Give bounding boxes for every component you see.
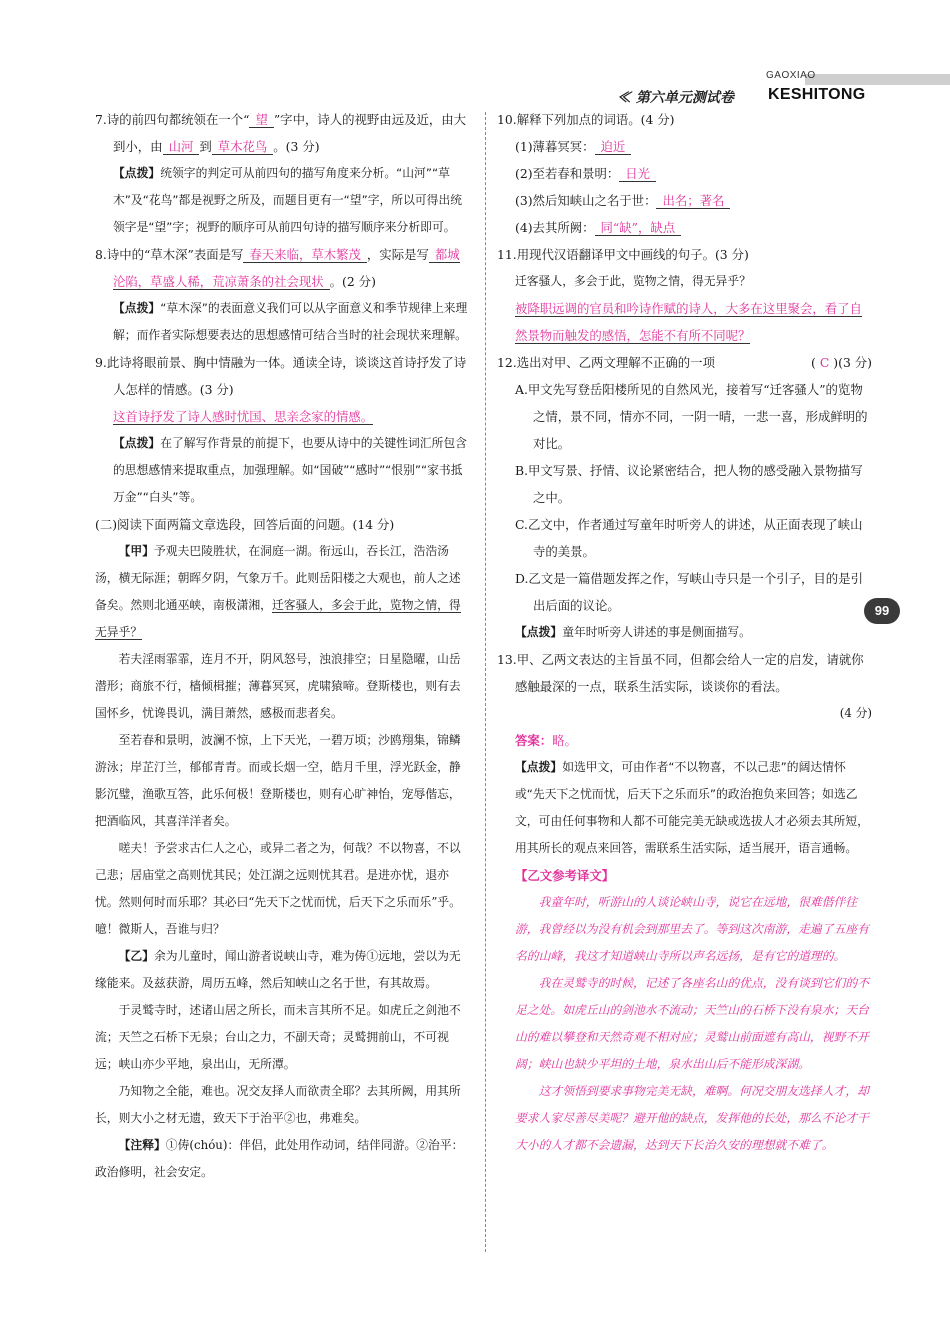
q13-score: (4 分) bbox=[839, 706, 872, 720]
header-brand: KESHITONG bbox=[768, 86, 866, 103]
question-8: 8.诗中的“草木深”表面是写 春天来临，草木繁茂 ，实际是写 都城沦陷，草盛人稀，荒凉萧条的社会现状 。(2 分) bbox=[95, 247, 460, 289]
q10-item-2: (2)至若春和景明： 日光 bbox=[497, 160, 872, 187]
q8-answer-1: 春天来临，草木繁茂 bbox=[243, 247, 367, 263]
q7-answer-3: 草木花鸟 bbox=[212, 139, 274, 155]
translation-paragraph-1: 我童年时，听游山的人谈论峡山寺，说它在远地，很难偕伴往游，我曾经以为没有机会到那里去了。等到这次南游，走遍了五座有名的山峰，我这才知道峡山寺所以声名远扬，是有它的道理的。 bbox=[515, 895, 869, 963]
q12-option-d: D.乙文是一篇借题发挥之作，写峡山寺只是一个引子，目的是引出后面的议论。 bbox=[515, 571, 863, 613]
tip-7: 【点拨】统领字的判定可从前四句的描写角度来分析。“山河”“草木”及“花鸟”都是视野之所及，而题目更有一“望”字，所以可得出统领字是“望”字；视野的顺序可从前四句诗的描写顺序来分析即可。 bbox=[113, 166, 463, 234]
q7-answer-1: 望 bbox=[249, 112, 273, 128]
q12-option-b: B.甲文写景、抒情、议论紧密结合，把人物的感受融入景物描写之中。 bbox=[515, 463, 863, 505]
section-2-heading: (二)阅读下面两篇文章选段，回答后面的问题。(14 分) bbox=[95, 517, 395, 532]
question-12: 12.选出对甲、乙两文理解不正确的一项 ( C )(3 分) bbox=[497, 355, 872, 370]
tip-8: 【点拨】“草木深”的表面意义我们可以从字面意义和季节规律上来理解；而作者实际想要表达的思想感情可结合当时的社会现状来理解。 bbox=[113, 301, 468, 342]
column-divider bbox=[485, 112, 486, 1252]
yi-paragraph-3: 乃知物之全能，难也。况交友择人而欲责全耶？去其所阙，用其所长，则大小之材无遗，致天下于治平②也，弗难矣。 bbox=[95, 1084, 461, 1125]
tip-9: 【点拨】在了解写作背景的前提下，也要从诗中的关键性词汇所包含的思想感情来提取重点，加强理解。如“国破”“感时”“恨别”“家书抵万金”“白头”等。 bbox=[113, 436, 467, 504]
left-column bbox=[95, 106, 470, 1186]
jia-paragraph-2: 若夫淫雨霏霏，连月不开，阴风怒号，浊浪排空；日星隐曜，山岳潜形；商旅不行，樯倾楫摧；薄暮冥冥，虎啸猿啼。登斯楼也，则有去国怀乡，忧谗畏讥，满目萧然，感极而悲者矣。 bbox=[95, 652, 461, 720]
tip-13: 【点拨】如选甲文，可由作者“不以物喜，不以己悲”的阔达情怀或“先天下之忧而忧，后天下之乐而乐”的政治抱负来回答；如选乙文，可由任何事物和人都不可能完美无缺或选拔人才必须去其所短，用其所长的观点来回答，需联系生活实际，适当展开，语言通畅。 bbox=[515, 760, 869, 855]
header-unit-title: ≪ 第六单元测试卷 bbox=[617, 90, 734, 106]
question-7: 7.诗的前四句都统领在一个“ 望 ”字中，诗人的视野由远及近，由大到小，由 山河 到 草木花鸟 。(3 分) bbox=[95, 112, 467, 154]
question-9: 9.此诗将眼前景、胸中情融为一体。通读全诗，谈谈这首诗抒发了诗人怎样的情感。(3 分) bbox=[95, 355, 467, 397]
jia-underlined-sentence: 迁客骚人，多会于此，览物之情，得无异乎？ bbox=[95, 598, 461, 639]
q10-item-1: (1)薄暮冥冥： 迫近 bbox=[497, 133, 872, 160]
q8-answer-2: 都城沦陷，草盛人稀，荒凉萧条的社会现状 bbox=[113, 247, 460, 289]
yi-paragraph-2: 于灵鹫寺时，述诸山居之所长，而未言其所不足。如虎丘之剑池不流；天竺之石桥下无泉；台山之力，不副天奇；灵鹫拥前山，不可视远；峡山亦少平地，泉出山，无所潭。 bbox=[95, 1003, 461, 1071]
jia-paragraph-1: 【甲】予观夫巴陵胜状，在洞庭一湖。衔远山，吞长江，浩浩汤汤，横无际涯；朝晖夕阴，气象万千。此则岳阳楼之大观也，前人之述备矣。然则北通巫峡，南极潇湘，迁客骚人，多会于此，览物之情，得无异乎？ bbox=[95, 544, 461, 639]
q11-source-sentence: 迁客骚人，多会于此，览物之情，得无异乎？ bbox=[515, 274, 751, 288]
jia-paragraph-4: 嗟夫！予尝求古仁人之心，或异二者之为，何哉？不以物喜，不以己悲；居庙堂之高则忧其民；处江湖之远则忧其君。是进亦忧，退亦忧。然则何时而乐耶？其必曰“先天下之忧而忧，后天下之乐而乐”乎。噫！微斯人，吾谁与归？ bbox=[95, 841, 461, 936]
translation-title: 【乙文参考译文】 bbox=[515, 868, 615, 883]
question-11: 11.用现代汉语翻译甲文中画线的句子。(3 分) bbox=[497, 247, 749, 262]
page-number-badge: 99 bbox=[864, 598, 900, 624]
question-10: 10.解释下列加点的词语。(4 分) bbox=[497, 112, 675, 127]
right-column bbox=[497, 106, 872, 1159]
question-13: 13.甲、乙两文表达的主旨虽不同，但都会给人一定的启发，请就你感触最深的一点，联系生活实际，谈谈你的看法。 bbox=[497, 652, 864, 694]
tip-12: 【点拨】童年时听旁人讲述的事是侧面描写。 bbox=[515, 625, 751, 639]
q9-answer: 这首诗抒发了诗人感时忧国、思亲念家的情感。 bbox=[113, 409, 374, 424]
header-bar bbox=[805, 74, 950, 85]
yi-paragraph-1: 【乙】余为儿童时，闻山游者说峡山寺，难为俦①远地，尝以为无缘能来。及兹获游，周历五峰，然后知峡山之名于世，有其故焉。 bbox=[95, 949, 461, 990]
q13-answer: 答案：略。 bbox=[515, 733, 577, 748]
jia-paragraph-3: 至若春和景明，波澜不惊，上下天光，一碧万顷；沙鸥翔集，锦鳞游泳；岸芷汀兰，郁郁青青。而或长烟一空，皓月千里，浮光跃金，静影沉璧，渔歌互答，此乐何极！登斯楼也，则有心旷神怡，宠辱偕忘，把酒临风，其喜洋洋者矣。 bbox=[95, 733, 461, 828]
q12-option-a: A.甲文先写登岳阳楼所见的自然风光，接着写“迁客骚人”的览物之情，景不同，情亦不同，一阴一晴，一悲一喜，形成鲜明的对比。 bbox=[515, 382, 868, 451]
q10-item-3: (3)然后知峡山之名于世： 出名；著名 bbox=[497, 187, 872, 214]
translation-paragraph-2: 我在灵鹫寺的时候，记述了各座名山的优点，没有谈到它们的不足之处。如虎丘山的剑池水不流动；天竺山的石桥下没有泉水；天台山的难以攀登和天然奇观不相对应；灵鹫山前面遮有高山，视野不开阔；峡山也缺少平坦的土地，泉水出山后不能形成深湖。 bbox=[515, 976, 869, 1071]
q7-answer-2: 山河 bbox=[163, 139, 200, 155]
q12-answer: C bbox=[819, 355, 830, 370]
translation-paragraph-3: 这才领悟到要求事物完美无缺，难啊。何况交朋友选择人才，却要求人家尽善尽美呢？避开他的缺点，发挥他的长处，那么不论才干大小的人才都不会遗漏，达到天下长治久安的理想就不难了。 bbox=[515, 1084, 869, 1152]
header-small-label: GAOXIAO bbox=[766, 70, 816, 81]
q11-answer: 被降职远调的官员和吟诗作赋的诗人，大多在这里聚会，看了自然景物而触发的感悟，怎能不有所不同呢？ bbox=[515, 301, 862, 343]
q12-option-c: C.乙文中，作者通过写童年时听旁人的讲述，从正面表现了峡山寺的美景。 bbox=[515, 517, 863, 559]
q10-item-4: (4)去其所阙： 同“缺”，缺点 bbox=[497, 214, 872, 241]
annotation-note: 【注释】①俦(chóu)：伴侣，此处用作动词，结伴同游。②治平：政治修明，社会安定。 bbox=[95, 1138, 464, 1179]
